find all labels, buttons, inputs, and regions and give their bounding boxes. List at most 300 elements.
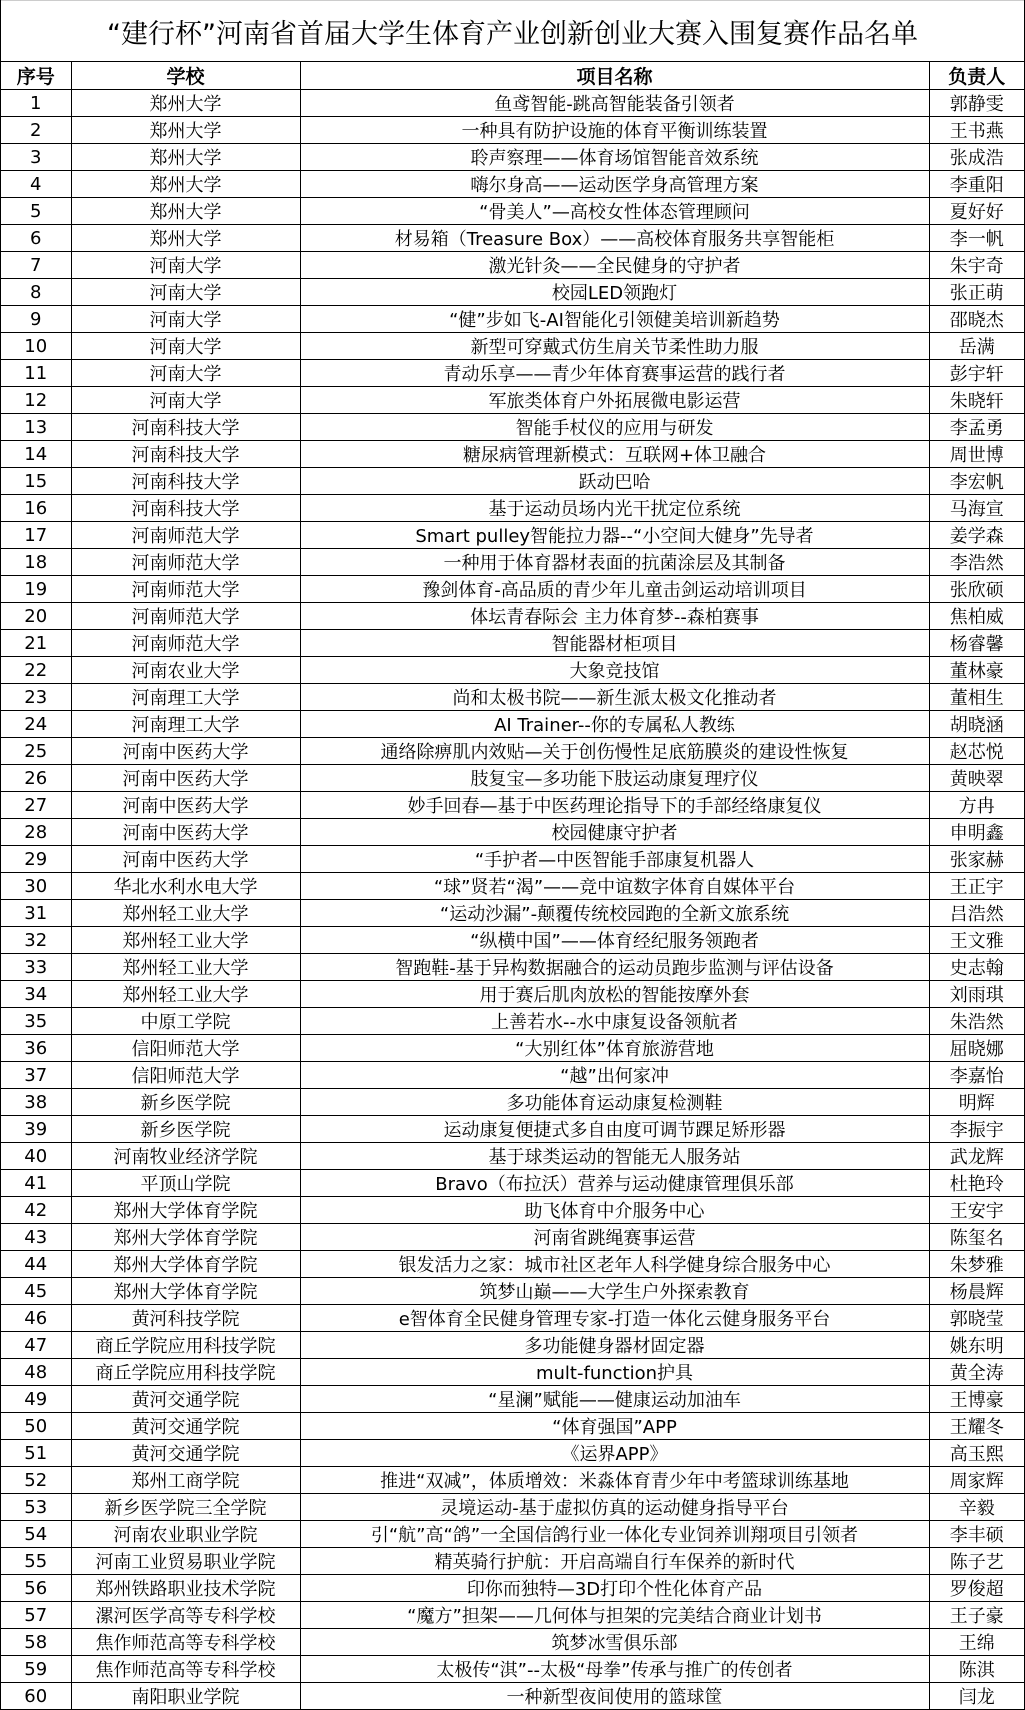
- table-row: [1, 1575, 1024, 1602]
- cell-leader: 李振宇: [929, 1116, 1024, 1143]
- cell-project: 推进“双减”，体质增效：米淼体育青少年中考篮球训练基地: [300, 1467, 929, 1494]
- cell-index: 32: [1, 927, 71, 954]
- cell-project: 太极传“淇”--太极“母拳”传承与推广的传创者: [300, 1656, 929, 1683]
- cell-school: 郑州轻工业大学: [71, 927, 300, 954]
- cell-project: 糖尿病管理新模式：互联网+体卫融合: [300, 441, 929, 468]
- cell-leader: 陈子艺: [929, 1548, 1024, 1575]
- cell-school: 新乡医学院三全学院: [71, 1494, 300, 1521]
- cell-leader: 杨睿馨: [929, 630, 1024, 657]
- table-row: [1, 1386, 1024, 1413]
- table-row: [1, 1440, 1024, 1467]
- table-row: [1, 846, 1024, 873]
- cell-index: 47: [1, 1332, 71, 1359]
- cell-index: 16: [1, 495, 71, 522]
- cell-school: 商丘学院应用科技学院: [71, 1359, 300, 1386]
- cell-leader: 罗俊超: [929, 1575, 1024, 1602]
- cell-leader: 张成浩: [929, 144, 1024, 171]
- table-row: [1, 1035, 1024, 1062]
- cell-index: 50: [1, 1413, 71, 1440]
- cell-school: 河南大学: [71, 387, 300, 414]
- cell-project: Bravo（布拉沃）营养与运动健康管理俱乐部: [300, 1170, 929, 1197]
- cell-project: “健”步如飞-AI智能化引领健美培训新趋势: [300, 306, 929, 333]
- cell-project: Smart pulley智能拉力器--“小空间大健身”先导者: [300, 522, 929, 549]
- cell-leader: 明辉: [929, 1089, 1024, 1116]
- cell-index: 51: [1, 1440, 71, 1467]
- table-row: [1, 252, 1024, 279]
- cell-project: “手护者—中医智能手部康复机器人: [300, 846, 929, 873]
- cell-index: 48: [1, 1359, 71, 1386]
- cell-index: 29: [1, 846, 71, 873]
- cell-leader: 李丰硕: [929, 1521, 1024, 1548]
- cell-project: 基于球类运动的智能无人服务站: [300, 1143, 929, 1170]
- cell-index: 6: [1, 225, 71, 252]
- cell-project: 印你而独特—3D打印个性化体育产品: [300, 1575, 929, 1602]
- table-row: [1, 1413, 1024, 1440]
- cell-index: 10: [1, 333, 71, 360]
- table-row: [1, 1494, 1024, 1521]
- cell-index: 5: [1, 198, 71, 225]
- cell-index: 8: [1, 279, 71, 306]
- header-school: 学校: [71, 62, 300, 90]
- cell-leader: 王正宇: [929, 873, 1024, 900]
- cell-school: 新乡医学院: [71, 1116, 300, 1143]
- cell-school: 商丘学院应用科技学院: [71, 1332, 300, 1359]
- cell-school: 河南农业大学: [71, 657, 300, 684]
- table-row: [1, 819, 1024, 846]
- cell-school: 河南大学: [71, 333, 300, 360]
- table-row: [1, 1251, 1024, 1278]
- table-row: [1, 1116, 1024, 1143]
- cell-project: 上善若水--水中康复设备领航者: [300, 1008, 929, 1035]
- cell-index: 45: [1, 1278, 71, 1305]
- cell-project: 尚和太极书院——新生派太极文化推动者: [300, 684, 929, 711]
- table-row: [1, 1683, 1024, 1710]
- cell-index: 14: [1, 441, 71, 468]
- cell-index: 54: [1, 1521, 71, 1548]
- cell-leader: 岳满: [929, 333, 1024, 360]
- cell-school: 河南中医药大学: [71, 738, 300, 765]
- cell-project: 大象竞技馆: [300, 657, 929, 684]
- cell-index: 17: [1, 522, 71, 549]
- table-body: [1, 90, 1024, 1710]
- cell-index: 33: [1, 954, 71, 981]
- cell-index: 15: [1, 468, 71, 495]
- cell-index: 25: [1, 738, 71, 765]
- cell-index: 26: [1, 765, 71, 792]
- cell-index: 11: [1, 360, 71, 387]
- cell-index: 19: [1, 576, 71, 603]
- table-row: [1, 1224, 1024, 1251]
- cell-index: 40: [1, 1143, 71, 1170]
- table-row: [1, 1332, 1024, 1359]
- cell-leader: 马海宣: [929, 495, 1024, 522]
- cell-leader: 闫龙: [929, 1683, 1024, 1710]
- cell-leader: 朱梦雅: [929, 1251, 1024, 1278]
- cell-project: 多功能体育运动康复检测鞋: [300, 1089, 929, 1116]
- table-row: [1, 927, 1024, 954]
- cell-school: 华北水利水电大学: [71, 873, 300, 900]
- table-row: [1, 1548, 1024, 1575]
- table-row: [1, 1359, 1024, 1386]
- cell-school: 焦作师范高等专科学校: [71, 1629, 300, 1656]
- cell-school: 河南理工大学: [71, 684, 300, 711]
- table-row: [1, 873, 1024, 900]
- cell-leader: 李重阳: [929, 171, 1024, 198]
- cell-index: 7: [1, 252, 71, 279]
- cell-leader: 周家辉: [929, 1467, 1024, 1494]
- cell-project: 《运界APP》: [300, 1440, 929, 1467]
- table-row: [1, 765, 1024, 792]
- cell-leader: 李孟勇: [929, 414, 1024, 441]
- table-row: [1, 1521, 1024, 1548]
- cell-school: 河南中医药大学: [71, 792, 300, 819]
- cell-leader: 李嘉怡: [929, 1062, 1024, 1089]
- cell-leader: 胡晓涵: [929, 711, 1024, 738]
- table-row: [1, 1062, 1024, 1089]
- cell-index: 12: [1, 387, 71, 414]
- cell-project: 引“航”高“鸽”一全国信鸽行业一体化专业饲养训翔项目引领者: [300, 1521, 929, 1548]
- cell-leader: 李宏帆: [929, 468, 1024, 495]
- cell-project: 材易箱（Treasure Box）——高校体育服务共享智能柜: [300, 225, 929, 252]
- table-row: [1, 1629, 1024, 1656]
- cell-project: 妙手回春—基于中医药理论指导下的手部经络康复仪: [300, 792, 929, 819]
- cell-leader: 辛毅: [929, 1494, 1024, 1521]
- cell-leader: 夏好好: [929, 198, 1024, 225]
- cell-index: 42: [1, 1197, 71, 1224]
- cell-leader: 陈玺名: [929, 1224, 1024, 1251]
- cell-leader: 武龙辉: [929, 1143, 1024, 1170]
- cell-project: 河南省跳绳赛事运营: [300, 1224, 929, 1251]
- cell-school: 河南农业职业学院: [71, 1521, 300, 1548]
- cell-school: 河南师范大学: [71, 549, 300, 576]
- cell-leader: 张正萌: [929, 279, 1024, 306]
- cell-leader: 朱浩然: [929, 1008, 1024, 1035]
- cell-index: 3: [1, 144, 71, 171]
- cell-project: “越”出何家冲: [300, 1062, 929, 1089]
- cell-school: 河南师范大学: [71, 630, 300, 657]
- cell-leader: 刘雨琪: [929, 981, 1024, 1008]
- cell-school: 黄河交通学院: [71, 1440, 300, 1467]
- table-row: [1, 1170, 1024, 1197]
- cell-leader: 郭静雯: [929, 90, 1024, 117]
- cell-project: 一种用于体育器材表面的抗菌涂层及其制备: [300, 549, 929, 576]
- cell-project: 军旅类体育户外拓展微电影运营: [300, 387, 929, 414]
- cell-project: “魔方”担架——几何体与担架的完美结合商业计划书: [300, 1602, 929, 1629]
- cell-leader: 高玉熙: [929, 1440, 1024, 1467]
- cell-project: 一种新型夜间使用的篮球筐: [300, 1683, 929, 1710]
- cell-school: 河南中医药大学: [71, 846, 300, 873]
- cell-project: 体坛青春际会 主力体育梦--森柏赛事: [300, 603, 929, 630]
- cell-leader: 方冉: [929, 792, 1024, 819]
- table-row: [1, 684, 1024, 711]
- cell-school: 郑州铁路职业技术学院: [71, 1575, 300, 1602]
- cell-project: 一种具有防护设施的体育平衡训练装置: [300, 117, 929, 144]
- cell-school: 河南大学: [71, 279, 300, 306]
- table-row: [1, 1008, 1024, 1035]
- cell-leader: 王博豪: [929, 1386, 1024, 1413]
- table-row: [1, 954, 1024, 981]
- cell-leader: 朱晓轩: [929, 387, 1024, 414]
- cell-project: 青动乐享——青少年体育赛事运营的践行者: [300, 360, 929, 387]
- table-row: [1, 576, 1024, 603]
- cell-leader: 朱宇奇: [929, 252, 1024, 279]
- table-row: [1, 279, 1024, 306]
- cell-leader: 王绵: [929, 1629, 1024, 1656]
- cell-project: 运动康复便捷式多自由度可调节踝足矫形器: [300, 1116, 929, 1143]
- table-row: [1, 1278, 1024, 1305]
- cell-leader: 董相生: [929, 684, 1024, 711]
- cell-index: 23: [1, 684, 71, 711]
- cell-school: 焦作师范高等专科学校: [71, 1656, 300, 1683]
- cell-leader: 王书燕: [929, 117, 1024, 144]
- cell-leader: 彭宇轩: [929, 360, 1024, 387]
- table-row: [1, 306, 1024, 333]
- cell-index: 60: [1, 1683, 71, 1710]
- cell-index: 1: [1, 90, 71, 117]
- table-row: [1, 117, 1024, 144]
- table-row: [1, 1089, 1024, 1116]
- cell-index: 39: [1, 1116, 71, 1143]
- cell-school: 郑州大学: [71, 144, 300, 171]
- cell-leader: 申明鑫: [929, 819, 1024, 846]
- cell-school: 黄河交通学院: [71, 1386, 300, 1413]
- cell-index: 44: [1, 1251, 71, 1278]
- cell-school: 郑州大学体育学院: [71, 1224, 300, 1251]
- cell-leader: 王安宇: [929, 1197, 1024, 1224]
- cell-school: 郑州大学: [71, 225, 300, 252]
- header-leader: 负责人: [929, 62, 1024, 90]
- cell-index: 58: [1, 1629, 71, 1656]
- table-row: [1, 1143, 1024, 1170]
- cell-leader: 王耀冬: [929, 1413, 1024, 1440]
- cell-project: 多功能健身器材固定器: [300, 1332, 929, 1359]
- table-row: [1, 792, 1024, 819]
- cell-leader: 董林豪: [929, 657, 1024, 684]
- sheet-title: “建行杯”河南省首届大学生体育产业创新创业大赛入围复赛作品名单: [1, 0, 1024, 62]
- cell-leader: 周世博: [929, 441, 1024, 468]
- table-row: [1, 1656, 1024, 1683]
- cell-index: 46: [1, 1305, 71, 1332]
- cell-school: 漯河医学高等专科学校: [71, 1602, 300, 1629]
- cell-project: 筑梦山巅——大学生户外探索教育: [300, 1278, 929, 1305]
- cell-school: 郑州工商学院: [71, 1467, 300, 1494]
- cell-project: 跃动巴哈: [300, 468, 929, 495]
- cell-school: 郑州大学: [71, 198, 300, 225]
- cell-index: 2: [1, 117, 71, 144]
- cell-index: 36: [1, 1035, 71, 1062]
- cell-leader: 焦柏威: [929, 603, 1024, 630]
- table-row: [1, 387, 1024, 414]
- cell-school: 黄河交通学院: [71, 1413, 300, 1440]
- cell-index: 52: [1, 1467, 71, 1494]
- cell-index: 13: [1, 414, 71, 441]
- table-row: [1, 630, 1024, 657]
- cell-leader: 李一帆: [929, 225, 1024, 252]
- cell-index: 18: [1, 549, 71, 576]
- header-row: [1, 62, 1024, 90]
- cell-project: “骨美人”—高校女性体态管理顾问: [300, 198, 929, 225]
- cell-school: 信阳师范大学: [71, 1035, 300, 1062]
- table-row: [1, 90, 1024, 117]
- cell-index: 9: [1, 306, 71, 333]
- table-row: [1, 1305, 1024, 1332]
- cell-index: 21: [1, 630, 71, 657]
- cell-school: 郑州轻工业大学: [71, 954, 300, 981]
- table-row: [1, 144, 1024, 171]
- cell-school: 郑州大学: [71, 117, 300, 144]
- cell-school: 南阳职业学院: [71, 1683, 300, 1710]
- cell-school: 郑州轻工业大学: [71, 981, 300, 1008]
- cell-school: 河南大学: [71, 252, 300, 279]
- cell-school: 河南科技大学: [71, 468, 300, 495]
- table-row: [1, 360, 1024, 387]
- table-row: [1, 198, 1024, 225]
- cell-project: 新型可穿戴式仿生肩关节柔性助力服: [300, 333, 929, 360]
- cell-leader: 张欣硕: [929, 576, 1024, 603]
- cell-index: 22: [1, 657, 71, 684]
- cell-index: 20: [1, 603, 71, 630]
- cell-project: 肢复宝—多功能下肢运动康复理疗仪: [300, 765, 929, 792]
- table-row: [1, 414, 1024, 441]
- cell-leader: 姚东明: [929, 1332, 1024, 1359]
- cell-project: “星澜”赋能——健康运动加油车: [300, 1386, 929, 1413]
- cell-school: 郑州大学体育学院: [71, 1197, 300, 1224]
- cell-school: 郑州大学: [71, 171, 300, 198]
- cell-project: “体育强国”APP: [300, 1413, 929, 1440]
- cell-leader: 李浩然: [929, 549, 1024, 576]
- cell-index: 30: [1, 873, 71, 900]
- cell-project: 嗨尔身高——运动医学身高管理方案: [300, 171, 929, 198]
- cell-school: 黄河科技学院: [71, 1305, 300, 1332]
- cell-school: 中原工学院: [71, 1008, 300, 1035]
- table-row: [1, 603, 1024, 630]
- cell-leader: 吕浩然: [929, 900, 1024, 927]
- cell-school: 河南大学: [71, 360, 300, 387]
- cell-leader: 赵芯悦: [929, 738, 1024, 765]
- cell-index: 55: [1, 1548, 71, 1575]
- cell-project: 校园LED领跑灯: [300, 279, 929, 306]
- table-row: [1, 441, 1024, 468]
- cell-leader: 屈晓娜: [929, 1035, 1024, 1062]
- header-project: 项目名称: [300, 62, 929, 90]
- cell-project: 用于赛后肌肉放松的智能按摩外套: [300, 981, 929, 1008]
- cell-project: “运动沙漏”-颠覆传统校园跑的全新文旅系统: [300, 900, 929, 927]
- cell-index: 43: [1, 1224, 71, 1251]
- cell-school: 河南科技大学: [71, 414, 300, 441]
- cell-project: 智能手杖仪的应用与研发: [300, 414, 929, 441]
- cell-index: 24: [1, 711, 71, 738]
- cell-index: 41: [1, 1170, 71, 1197]
- cell-project: 校园健康守护者: [300, 819, 929, 846]
- cell-project: 精英骑行护航：开启高端自行车保养的新时代: [300, 1548, 929, 1575]
- cell-school: 河南科技大学: [71, 441, 300, 468]
- cell-project: 智跑鞋-基于异构数据融合的运动员跑步监测与评估设备: [300, 954, 929, 981]
- cell-leader: 杜艳玲: [929, 1170, 1024, 1197]
- cell-school: 信阳师范大学: [71, 1062, 300, 1089]
- cell-leader: 黄映翠: [929, 765, 1024, 792]
- cell-leader: 杨晨辉: [929, 1278, 1024, 1305]
- cell-index: 28: [1, 819, 71, 846]
- cell-leader: 王文雅: [929, 927, 1024, 954]
- table-row: [1, 981, 1024, 1008]
- table-row: [1, 468, 1024, 495]
- cell-leader: 张家赫: [929, 846, 1024, 873]
- shortlist-table: [1, 62, 1024, 1710]
- cell-index: 56: [1, 1575, 71, 1602]
- cell-index: 38: [1, 1089, 71, 1116]
- cell-index: 37: [1, 1062, 71, 1089]
- table-row: [1, 900, 1024, 927]
- cell-leader: 史志翰: [929, 954, 1024, 981]
- cell-school: 河南科技大学: [71, 495, 300, 522]
- cell-project: 通络除痹肌内效贴—关于创伤慢性足底筋膜炎的建设性恢复: [300, 738, 929, 765]
- cell-project: 鱼鸢智能-跳高智能装备引领者: [300, 90, 929, 117]
- cell-leader: 黄全涛: [929, 1359, 1024, 1386]
- cell-leader: 郭晓莹: [929, 1305, 1024, 1332]
- cell-project: mult-function护具: [300, 1359, 929, 1386]
- cell-project: AI Trainer--你的专属私人教练: [300, 711, 929, 738]
- cell-index: 4: [1, 171, 71, 198]
- cell-project: 灵境运动-基于虚拟仿真的运动健身指导平台: [300, 1494, 929, 1521]
- cell-school: 郑州大学体育学院: [71, 1251, 300, 1278]
- cell-index: 57: [1, 1602, 71, 1629]
- header-index: 序号: [1, 62, 71, 90]
- cell-school: 河南师范大学: [71, 603, 300, 630]
- table-row: [1, 333, 1024, 360]
- table-row: [1, 171, 1024, 198]
- table-row: [1, 1197, 1024, 1224]
- table-row: [1, 225, 1024, 252]
- cell-project: 基于运动员场内光干扰定位系统: [300, 495, 929, 522]
- table-row: [1, 522, 1024, 549]
- table-row: [1, 549, 1024, 576]
- table-row: [1, 711, 1024, 738]
- cell-index: 53: [1, 1494, 71, 1521]
- cell-school: 河南大学: [71, 306, 300, 333]
- cell-index: 59: [1, 1656, 71, 1683]
- cell-school: 河南工业贸易职业学院: [71, 1548, 300, 1575]
- cell-project: “球”贤若“渴”——竞中谊数字体育自媒体平台: [300, 873, 929, 900]
- cell-project: 筑梦冰雪俱乐部: [300, 1629, 929, 1656]
- table-row: [1, 495, 1024, 522]
- cell-project: 豫剑体育-高品质的青少年儿童击剑运动培训项目: [300, 576, 929, 603]
- cell-project: 聆声察理——体育场馆智能音效系统: [300, 144, 929, 171]
- table-row: [1, 1602, 1024, 1629]
- cell-project: “纵横中国”——体育经纪服务领跑者: [300, 927, 929, 954]
- cell-project: 智能器材柜项目: [300, 630, 929, 657]
- cell-school: 平顶山学院: [71, 1170, 300, 1197]
- cell-school: 河南中医药大学: [71, 819, 300, 846]
- cell-leader: 陈淇: [929, 1656, 1024, 1683]
- cell-school: 河南理工大学: [71, 711, 300, 738]
- cell-index: 35: [1, 1008, 71, 1035]
- cell-index: 27: [1, 792, 71, 819]
- cell-school: 河南中医药大学: [71, 765, 300, 792]
- cell-index: 49: [1, 1386, 71, 1413]
- cell-leader: 王子豪: [929, 1602, 1024, 1629]
- cell-project: “大别红体”体育旅游营地: [300, 1035, 929, 1062]
- cell-school: 新乡医学院: [71, 1089, 300, 1116]
- table-row: [1, 738, 1024, 765]
- cell-leader: 姜学森: [929, 522, 1024, 549]
- cell-index: 31: [1, 900, 71, 927]
- cell-project: 银发活力之家：城市社区老年人科学健身综合服务中心: [300, 1251, 929, 1278]
- cell-school: 河南师范大学: [71, 522, 300, 549]
- cell-index: 34: [1, 981, 71, 1008]
- cell-leader: 邵晓杰: [929, 306, 1024, 333]
- cell-school: 郑州轻工业大学: [71, 900, 300, 927]
- cell-school: 河南师范大学: [71, 576, 300, 603]
